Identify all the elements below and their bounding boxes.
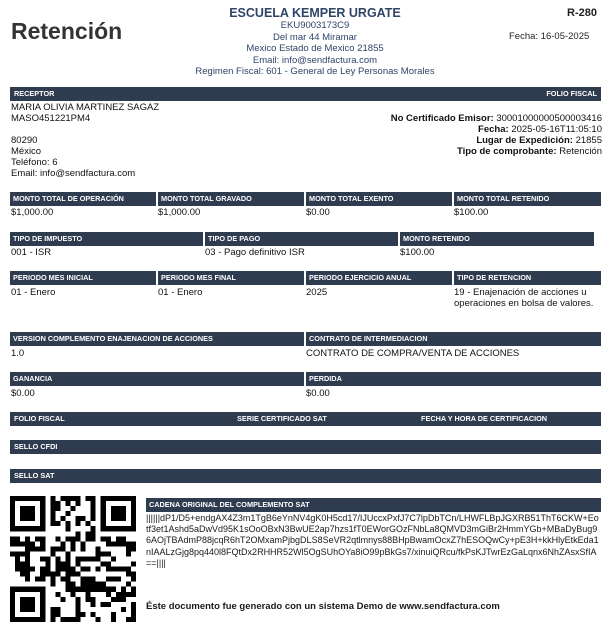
timbre-header-bar <box>10 412 601 426</box>
monto-gravado-value: $1,000.00 <box>158 207 201 218</box>
monto-retenido-value: $100.00 <box>454 207 489 218</box>
version-complemento-value: 1.0 <box>11 348 25 359</box>
monto-retenido2-header: MONTO RETENIDO <box>400 232 594 246</box>
tipo-value: Retención <box>559 146 602 157</box>
lugar-label: Lugar de Expedición: <box>476 135 573 146</box>
receptor-rfc: MASO451221PM4 <box>11 113 91 124</box>
issue-date: Fecha: 16-05-2025 <box>509 31 590 42</box>
sello-sat-label: SELLO SAT <box>14 471 55 480</box>
receptor-email: Email: info@sendfactura.com <box>11 168 136 179</box>
cadena-header-bar <box>146 498 601 512</box>
timbre-serie-header: SERIE CERTIFICADO SAT <box>237 414 327 423</box>
cert-label: No Certificado Emisor: <box>390 113 494 124</box>
company-email: Email: info@sendfactura.com <box>252 54 378 66</box>
mes-final-value: 01 - Enero <box>158 287 203 298</box>
footer-note: Éste documento fue generado con un sistema Demo de www.sendfactura.com <box>146 601 500 612</box>
receptor-name: MARIA OLIVIA MARTINEZ SAGAZ <box>11 102 160 113</box>
company-city: Mexico Estado de Mexico 21855 <box>246 43 384 54</box>
cadena-header: CADENA ORIGINAL DEL COMPLEMENTO SAT <box>149 500 310 509</box>
cert-value: 30001000000500003416 <box>496 113 602 124</box>
sello-cfdi-bar <box>10 440 601 454</box>
tipo-pago-value: 03 - Pago definitivo ISR <box>205 247 305 258</box>
ejercicio-anual-value: 2025 <box>306 287 328 298</box>
company-regimen: Regimen Fiscal: 601 - General de Ley Personas Morales <box>195 66 435 77</box>
tipo-retencion-header: TIPO DE RETENCION <box>454 271 601 285</box>
receptor-header: RECEPTOR <box>14 89 55 98</box>
mes-inicial-value: 01 - Enero <box>11 287 56 298</box>
version-complemento-header: VERSION COMPLEMENTO ENAJENACION DE ACCIONES <box>10 332 304 346</box>
perdida-header: PERDIDA <box>306 372 601 386</box>
monto-exento-value: $0.00 <box>306 207 330 218</box>
mes-inicial-header: PERIODO MES INICIAL <box>10 271 156 285</box>
sello-sat-bar <box>10 469 601 483</box>
company-rfc: EKU9003173C9 <box>280 20 350 31</box>
monto-retenido-header: MONTO TOTAL RETENIDO <box>454 192 601 206</box>
tipo-impuesto-value: 001 - ISR <box>11 247 52 258</box>
ganancia-header: GANANCIA <box>10 372 304 386</box>
tipo-label: Tipo de comprobante: <box>456 146 557 157</box>
ejercicio-anual-header: PERIODO EJERCICIO ANUAL <box>306 271 452 285</box>
timbre-folio-header: FOLIO FISCAL <box>14 414 65 423</box>
monto-exento-header: MONTO TOTAL EXENTO <box>306 192 452 206</box>
lugar-value: 21855 <box>575 135 602 146</box>
document-title: Retención <box>11 18 123 44</box>
receptor-country: México <box>11 146 42 157</box>
ganancia-value: $0.00 <box>11 388 35 399</box>
tipo-pago-header: TIPO DE PAGO <box>205 232 398 246</box>
monto-operacion-header: MONTO TOTAL DE OPERACIÓN <box>10 192 156 206</box>
monto-retenido2-value: $100.00 <box>400 247 435 258</box>
company-name: ESCUELA KEMPER URGATE <box>229 6 401 20</box>
folio-fiscal-header: FOLIO FISCAL <box>546 89 597 98</box>
emisor-info <box>272 113 602 157</box>
receptor-block <box>11 102 159 179</box>
company-street: Del mar 44 Miramar <box>273 31 357 43</box>
qr-code <box>10 496 136 622</box>
tipo-impuesto-header: TIPO DE IMPUESTO <box>10 232 203 246</box>
contrato-header: CONTRATO DE INTERMEDIACION <box>306 332 601 346</box>
receptor-header-bar <box>10 87 601 101</box>
timbre-fecha-header: FECHA Y HORA DE CERTIFICACION <box>421 414 548 423</box>
receptor-phone: Teléfono: 6 <box>11 157 58 168</box>
monto-gravado-header: MONTO TOTAL GRAVADO <box>158 192 304 206</box>
fecha-label: Fecha: <box>478 124 509 135</box>
company-header <box>180 6 450 78</box>
fecha-value: 2025-05-16T11:05:10 <box>511 124 602 135</box>
tipo-retencion-value: 19 - Enajenación de acciones u operaciones en bolsa de valores. <box>454 287 594 309</box>
monto-operacion-value: $1,000.00 <box>11 207 54 218</box>
contrato-value: CONTRATO DE COMPRA/VENTA DE ACCIONES <box>306 348 520 359</box>
sello-cfdi-label: SELLO CFDI <box>14 442 58 451</box>
perdida-value: $0.00 <box>306 388 330 399</box>
mes-final-header: PERIODO MES FINAL <box>158 271 304 285</box>
folio-number: R-280 <box>567 7 597 19</box>
cadena-text: ||||||dP1/D5+endgAX4Z3m1TgB6eYnNV4gK0H5cd17/IJUccxPxfJ7C7lpDbTCn/LHWFLBpJGXRB51ThT6CKW+Eotf3et1Ashd5aDwVd95K1sOoOBxN3BwUE2ap7hzs1fT0EWorGOzFNbLa8QMVD3mGiBr2HmmYGb+MBaDyBug96AOjTBAdmP88jcqR6hT2OMxamPjbgDLS8SeVR2qtlmnys88BHpBwamOcxZ7hESOQwCy+pE3H+kkHlyEtkEda1nIAALzGjg8pq440l8FQtDx2RHHR52Wl5OgSUhOYa8iO99pBkGs7/xinuiQRcu/fkPsKJTwrEzGaLqnx6NhZAsxSfIA==|||| <box>146 513 599 568</box>
receptor-cp: 80290 <box>11 135 38 146</box>
